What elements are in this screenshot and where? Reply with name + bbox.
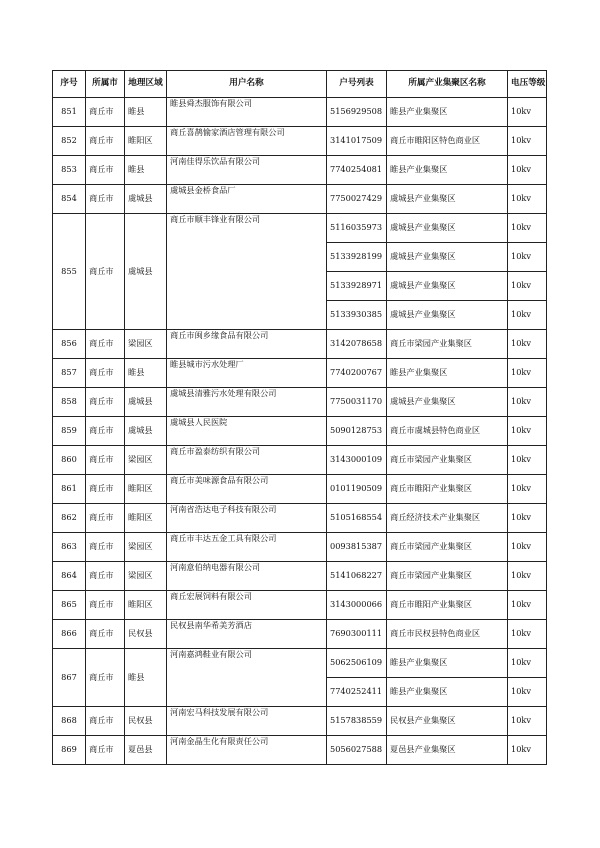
cell-zone: 商丘市梁园产业集聚区 xyxy=(387,330,508,359)
cell-zone: 商丘市民权县特色商业区 xyxy=(387,620,508,649)
table-row xyxy=(53,736,547,765)
cell-user-name: 河南省浩达电子科技有限公司 xyxy=(167,504,327,533)
cell-zone: 虞城县产业集聚区 xyxy=(387,214,508,243)
cell-city: 商丘市 xyxy=(86,736,125,765)
cell-city: 商丘市 xyxy=(86,185,125,214)
cell-user-name: 河南金晶生化有限责任公司 xyxy=(167,736,327,765)
cell-account-id: 0093815387 xyxy=(327,533,387,562)
cell-index: 851 xyxy=(53,98,86,127)
cell-voltage: 10kv xyxy=(508,156,547,185)
cell-voltage: 10kv xyxy=(508,504,547,533)
cell-account-id: 7750031170 xyxy=(327,388,387,417)
cell-index: 856 xyxy=(53,330,86,359)
table-row xyxy=(53,562,547,591)
table-row xyxy=(53,98,547,127)
cell-user-name: 虞城县金桥食品厂 xyxy=(167,185,327,214)
cell-index: 865 xyxy=(53,591,86,620)
cell-zone: 虞城县产业集聚区 xyxy=(387,243,508,272)
table-row xyxy=(53,446,547,475)
cell-user-name: 民权县南华希美芳酒店 xyxy=(167,620,327,649)
table-row xyxy=(53,388,547,417)
cell-voltage: 10kv xyxy=(508,272,547,301)
table-body xyxy=(53,98,547,765)
cell-area: 梁园区 xyxy=(125,330,167,359)
cell-city: 商丘市 xyxy=(86,504,125,533)
table-row xyxy=(53,533,547,562)
cell-area: 梁园区 xyxy=(125,533,167,562)
cell-city: 商丘市 xyxy=(86,127,125,156)
cell-area: 睢县 xyxy=(125,359,167,388)
cell-index: 858 xyxy=(53,388,86,417)
cell-zone: 民权县产业集聚区 xyxy=(387,707,508,736)
header-user-name: 用户名称 xyxy=(167,71,327,98)
cell-index: 861 xyxy=(53,475,86,504)
cell-index: 857 xyxy=(53,359,86,388)
cell-area: 睢阳区 xyxy=(125,475,167,504)
cell-area: 睢阳区 xyxy=(125,127,167,156)
table-row xyxy=(53,127,547,156)
cell-zone: 虞城县产业集聚区 xyxy=(387,272,508,301)
cell-city: 商丘市 xyxy=(86,98,125,127)
cell-voltage: 10kv xyxy=(508,446,547,475)
cell-voltage: 10kv xyxy=(508,417,547,446)
cell-zone: 睢县产业集聚区 xyxy=(387,649,508,678)
cell-user-name: 商丘宏展饲料有限公司 xyxy=(167,591,327,620)
cell-zone: 虞城县产业集聚区 xyxy=(387,185,508,214)
cell-area: 睢县 xyxy=(125,98,167,127)
cell-account-id: 3143000066 xyxy=(327,591,387,620)
cell-account-id: 7740254081 xyxy=(327,156,387,185)
cell-account-id: 5105168554 xyxy=(327,504,387,533)
header-city: 所属市 xyxy=(86,71,125,98)
cell-voltage: 10kv xyxy=(508,214,547,243)
power-user-table xyxy=(52,70,547,765)
cell-city: 商丘市 xyxy=(86,475,125,504)
table-row xyxy=(53,649,547,678)
cell-area: 睢县 xyxy=(125,156,167,185)
cell-zone: 虞城县产业集聚区 xyxy=(387,388,508,417)
table-row xyxy=(53,620,547,649)
cell-zone: 商丘市睢阳产业集聚区 xyxy=(387,591,508,620)
cell-zone: 睢县产业集聚区 xyxy=(387,678,508,707)
cell-voltage: 10kv xyxy=(508,388,547,417)
cell-user-name: 河南意伯纳电器有限公司 xyxy=(167,562,327,591)
cell-city: 商丘市 xyxy=(86,214,125,330)
cell-user-name: 虞城县清雅污水处理有限公司 xyxy=(167,388,327,417)
table-row xyxy=(53,591,547,620)
cell-area: 睢阳区 xyxy=(125,504,167,533)
cell-city: 商丘市 xyxy=(86,591,125,620)
cell-account-id: 7740200767 xyxy=(327,359,387,388)
cell-index: 855 xyxy=(53,214,86,330)
cell-index: 853 xyxy=(53,156,86,185)
cell-index: 868 xyxy=(53,707,86,736)
cell-user-name: 河南嘉鸿鞋业有限公司 xyxy=(167,649,327,707)
cell-zone: 商丘市梁园产业集聚区 xyxy=(387,533,508,562)
cell-index: 864 xyxy=(53,562,86,591)
cell-area: 睢阳区 xyxy=(125,591,167,620)
table-row xyxy=(53,707,547,736)
cell-user-name: 虞城县人民医院 xyxy=(167,417,327,446)
cell-area: 民权县 xyxy=(125,707,167,736)
cell-account-id: 3142078658 xyxy=(327,330,387,359)
cell-zone: 商丘市睢阳区特色商业区 xyxy=(387,127,508,156)
cell-voltage: 10kv xyxy=(508,127,547,156)
cell-index: 863 xyxy=(53,533,86,562)
cell-area: 虞城县 xyxy=(125,214,167,330)
header-voltage: 电压等级 xyxy=(508,71,547,98)
cell-index: 862 xyxy=(53,504,86,533)
cell-zone: 商丘经济技术产业集聚区 xyxy=(387,504,508,533)
cell-user-name: 商丘市丰达五金工具有限公司 xyxy=(167,533,327,562)
cell-account-id: 5133928971 xyxy=(327,272,387,301)
cell-zone: 商丘市虞城县特色商业区 xyxy=(387,417,508,446)
table-row xyxy=(53,417,547,446)
table-row xyxy=(53,185,547,214)
cell-account-id: 5141068227 xyxy=(327,562,387,591)
cell-city: 商丘市 xyxy=(86,417,125,446)
cell-user-name: 商丘喜鹊愉家酒店管理有限公司 xyxy=(167,127,327,156)
table-row xyxy=(53,214,547,243)
cell-city: 商丘市 xyxy=(86,330,125,359)
cell-user-name: 睢县舜杰服饰有限公司 xyxy=(167,98,327,127)
cell-account-id: 5157838559 xyxy=(327,707,387,736)
cell-zone: 商丘市梁园产业集聚区 xyxy=(387,446,508,475)
cell-voltage: 10kv xyxy=(508,98,547,127)
cell-city: 商丘市 xyxy=(86,649,125,707)
cell-area: 梁园区 xyxy=(125,446,167,475)
cell-index: 869 xyxy=(53,736,86,765)
cell-voltage: 10kv xyxy=(508,620,547,649)
cell-account-id: 7690300111 xyxy=(327,620,387,649)
cell-index: 859 xyxy=(53,417,86,446)
cell-user-name: 商丘市盈泰纺织有限公司 xyxy=(167,446,327,475)
table-row xyxy=(53,504,547,533)
cell-account-id: 7750027429 xyxy=(327,185,387,214)
cell-area: 夏邑县 xyxy=(125,736,167,765)
cell-zone: 夏邑县产业集聚区 xyxy=(387,736,508,765)
cell-zone: 虞城县产业集聚区 xyxy=(387,301,508,330)
cell-area: 梁园区 xyxy=(125,562,167,591)
header-area: 地理区域 xyxy=(125,71,167,98)
cell-account-id: 3143000109 xyxy=(327,446,387,475)
cell-city: 商丘市 xyxy=(86,359,125,388)
cell-voltage: 10kv xyxy=(508,649,547,678)
cell-voltage: 10kv xyxy=(508,591,547,620)
header-zone-name: 所属产业集聚区名称 xyxy=(387,71,508,98)
cell-account-id: 7740252411 xyxy=(327,678,387,707)
header-account-list: 户号列表 xyxy=(327,71,387,98)
cell-account-id: 5090128753 xyxy=(327,417,387,446)
cell-voltage: 10kv xyxy=(508,185,547,214)
cell-zone: 睢县产业集聚区 xyxy=(387,156,508,185)
cell-voltage: 10kv xyxy=(508,533,547,562)
cell-zone: 睢县产业集聚区 xyxy=(387,359,508,388)
cell-index: 866 xyxy=(53,620,86,649)
cell-account-id: 5133930385 xyxy=(327,301,387,330)
table-row xyxy=(53,475,547,504)
cell-user-name: 商丘市闽乡缘食品有限公司 xyxy=(167,330,327,359)
cell-voltage: 10kv xyxy=(508,736,547,765)
cell-user-name: 睢县城市污水处理厂 xyxy=(167,359,327,388)
cell-area: 虞城县 xyxy=(125,185,167,214)
cell-index: 867 xyxy=(53,649,86,707)
header-index: 序号 xyxy=(53,71,86,98)
table-row xyxy=(53,330,547,359)
cell-city: 商丘市 xyxy=(86,562,125,591)
cell-city: 商丘市 xyxy=(86,620,125,649)
cell-voltage: 10kv xyxy=(508,562,547,591)
cell-voltage: 10kv xyxy=(508,707,547,736)
cell-user-name: 河南佳得乐饮品有限公司 xyxy=(167,156,327,185)
cell-voltage: 10kv xyxy=(508,359,547,388)
cell-city: 商丘市 xyxy=(86,533,125,562)
cell-voltage: 10kv xyxy=(508,330,547,359)
cell-voltage: 10kv xyxy=(508,243,547,272)
cell-zone: 睢县产业集聚区 xyxy=(387,98,508,127)
table-header-row xyxy=(53,71,547,98)
cell-zone: 商丘市梁园产业集聚区 xyxy=(387,562,508,591)
cell-zone: 商丘市睢阳产业集聚区 xyxy=(387,475,508,504)
cell-city: 商丘市 xyxy=(86,707,125,736)
cell-account-id: 0101190509 xyxy=(327,475,387,504)
cell-account-id: 5133928199 xyxy=(327,243,387,272)
cell-account-id: 5116035973 xyxy=(327,214,387,243)
cell-account-id: 5056027588 xyxy=(327,736,387,765)
cell-account-id: 5062506109 xyxy=(327,649,387,678)
cell-area: 民权县 xyxy=(125,620,167,649)
cell-voltage: 10kv xyxy=(508,475,547,504)
cell-area: 虞城县 xyxy=(125,388,167,417)
cell-index: 852 xyxy=(53,127,86,156)
table-row xyxy=(53,359,547,388)
cell-city: 商丘市 xyxy=(86,388,125,417)
cell-user-name: 商丘市顺丰锋业有限公司 xyxy=(167,214,327,330)
cell-city: 商丘市 xyxy=(86,156,125,185)
cell-voltage: 10kv xyxy=(508,301,547,330)
cell-account-id: 3141017509 xyxy=(327,127,387,156)
cell-area: 睢县 xyxy=(125,649,167,707)
table-row xyxy=(53,156,547,185)
cell-voltage: 10kv xyxy=(508,678,547,707)
cell-index: 860 xyxy=(53,446,86,475)
cell-area: 虞城县 xyxy=(125,417,167,446)
cell-index: 854 xyxy=(53,185,86,214)
cell-city: 商丘市 xyxy=(86,446,125,475)
cell-user-name: 河南宏马科技发展有限公司 xyxy=(167,707,327,736)
cell-user-name: 商丘市美味源食品有限公司 xyxy=(167,475,327,504)
cell-account-id: 5156929508 xyxy=(327,98,387,127)
